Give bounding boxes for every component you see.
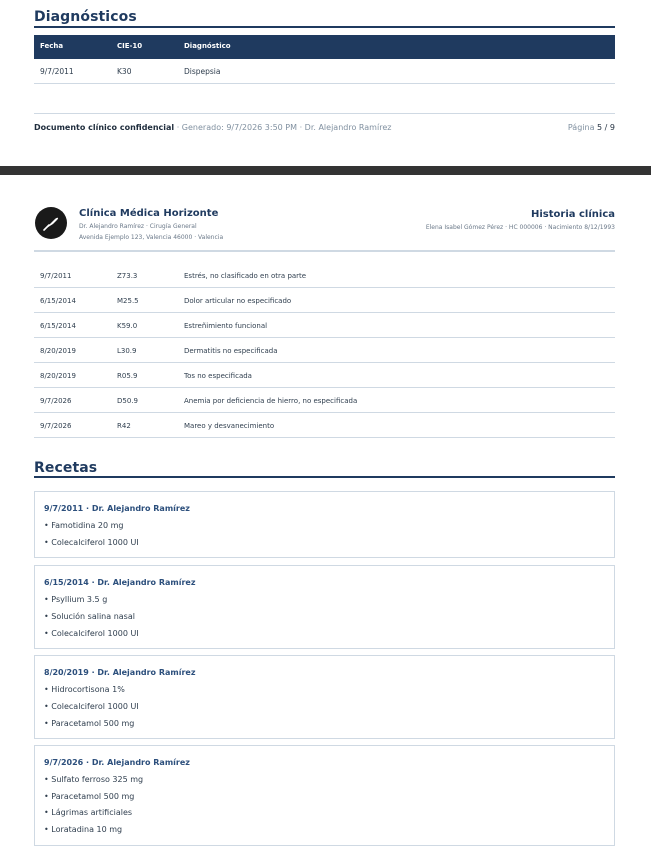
prescription-item: • Loratadina 10 mg — [44, 825, 123, 834]
cell-cie10: M25.5 — [117, 297, 139, 305]
page-label: Página — [567, 123, 595, 132]
footer-generated: · Generado: 9/7/2026 3:50 PM · Dr. Alejandro Ramírez — [176, 123, 392, 132]
cell-fecha: 8/20/2019 — [40, 372, 76, 380]
patient-line: Elena Isabel Gómez Pérez · HC 000006 · Nacimiento 8/12/1993 — [425, 224, 615, 231]
prescription-item: • Lágrimas artificiales — [44, 808, 133, 817]
cell-fecha: 9/7/2011 — [40, 67, 74, 76]
page-total: / 9 — [604, 123, 615, 132]
cell-diagnostico: Mareo y desvanecimiento — [184, 422, 275, 430]
section-rule — [34, 476, 615, 478]
header-divider — [34, 250, 615, 252]
prescription-card — [34, 655, 615, 739]
table-row — [34, 288, 615, 313]
cell-diagnostico: Dolor articular no especificado — [184, 297, 292, 305]
cell-fecha: 9/7/2026 — [40, 397, 72, 405]
cell-fecha: 9/7/2011 — [40, 272, 72, 280]
prescription-item: • Colecalciferol 1000 UI — [44, 702, 139, 711]
prescription-item: • Hidrocortisona 1% — [44, 685, 125, 694]
cell-diagnostico: Estreñimiento funcional — [184, 322, 268, 330]
prescription-item: • Colecalciferol 1000 UI — [44, 629, 139, 638]
cell-diagnostico: Estrés, no clasificado en otra parte — [184, 272, 307, 280]
page-footer — [34, 123, 615, 137]
prescription-header: 9/7/2026 · Dr. Alejandro Ramírez — [44, 758, 190, 767]
table-row — [34, 263, 615, 288]
cell-fecha: 9/7/2026 — [40, 422, 72, 430]
clinic-logo — [35, 207, 67, 239]
prescription-item: • Psyllium 3.5 g — [44, 595, 108, 604]
document-title: Historia clínica — [531, 209, 615, 220]
cell-fecha: 8/20/2019 — [40, 347, 76, 355]
cell-diagnostico: Tos no especificada — [184, 372, 252, 380]
cell-cie10: Z73.3 — [117, 272, 138, 280]
clinic-address: Avenida Ejemplo 123, Valencia 46000 · Valencia — [79, 234, 224, 241]
prescription-item: • Solución salina nasal — [44, 612, 135, 621]
prescription-header: 9/7/2011 · Dr. Alejandro Ramírez — [44, 504, 190, 513]
column-header-fecha: Fecha — [40, 42, 64, 50]
table-row — [34, 338, 615, 363]
clinic-name: Clínica Médica Horizonte — [79, 208, 219, 219]
table-row — [34, 363, 615, 388]
scalpel-icon — [42, 214, 60, 232]
prescription-header: 6/15/2014 · Dr. Alejandro Ramírez — [44, 578, 196, 587]
table-header — [34, 35, 615, 59]
section-title-diagnosticos: Diagnósticos — [34, 9, 137, 25]
section-title-recetas: Recetas — [34, 460, 98, 476]
cell-cie10: R42 — [117, 422, 131, 430]
prescription-card — [34, 745, 615, 846]
doctor-line: Dr. Alejandro Ramírez · Cirugía General — [79, 223, 197, 230]
column-header-cie10: CIE-10 — [117, 42, 143, 50]
prescription-item: • Famotidina 20 mg — [44, 521, 124, 530]
page-5 — [34, 0, 615, 165]
table-row — [34, 388, 615, 413]
prescription-item: • Paracetamol 500 mg — [44, 792, 135, 801]
cell-cie10: D50.9 — [117, 397, 138, 405]
cell-cie10: L30.9 — [117, 347, 137, 355]
cell-fecha: 6/15/2014 — [40, 297, 76, 305]
page-current: 5 — [597, 123, 603, 132]
prescription-item: • Colecalciferol 1000 UI — [44, 538, 139, 547]
table-row — [34, 313, 615, 338]
footer-confidential: Documento clínico confidencial — [34, 123, 175, 132]
cell-cie10: R05.9 — [117, 372, 138, 380]
prescription-item: • Sulfato ferroso 325 mg — [44, 775, 144, 784]
page-separator — [0, 166, 651, 175]
column-header-diagnostico: Diagnóstico — [184, 42, 231, 50]
cell-fecha: 6/15/2014 — [40, 322, 76, 330]
prescription-header: 8/20/2019 · Dr. Alejandro Ramírez — [44, 668, 196, 677]
footer-divider — [34, 113, 615, 114]
page-6 — [34, 175, 615, 855]
prescription-item: • Paracetamol 500 mg — [44, 719, 135, 728]
cell-cie10: K30 — [117, 67, 132, 76]
cell-diagnostico: Anemia por deficiencia de hierro, no especificada — [184, 397, 358, 405]
section-rule — [34, 26, 615, 28]
table-row — [34, 59, 615, 84]
page-number — [568, 123, 615, 132]
cell-diagnostico: Dispepsia — [184, 67, 221, 76]
table-row — [34, 413, 615, 438]
cell-diagnostico: Dermatitis no especificada — [184, 347, 278, 355]
prescription-card — [34, 491, 615, 558]
cell-cie10: K59.0 — [117, 322, 138, 330]
prescription-card — [34, 565, 615, 649]
